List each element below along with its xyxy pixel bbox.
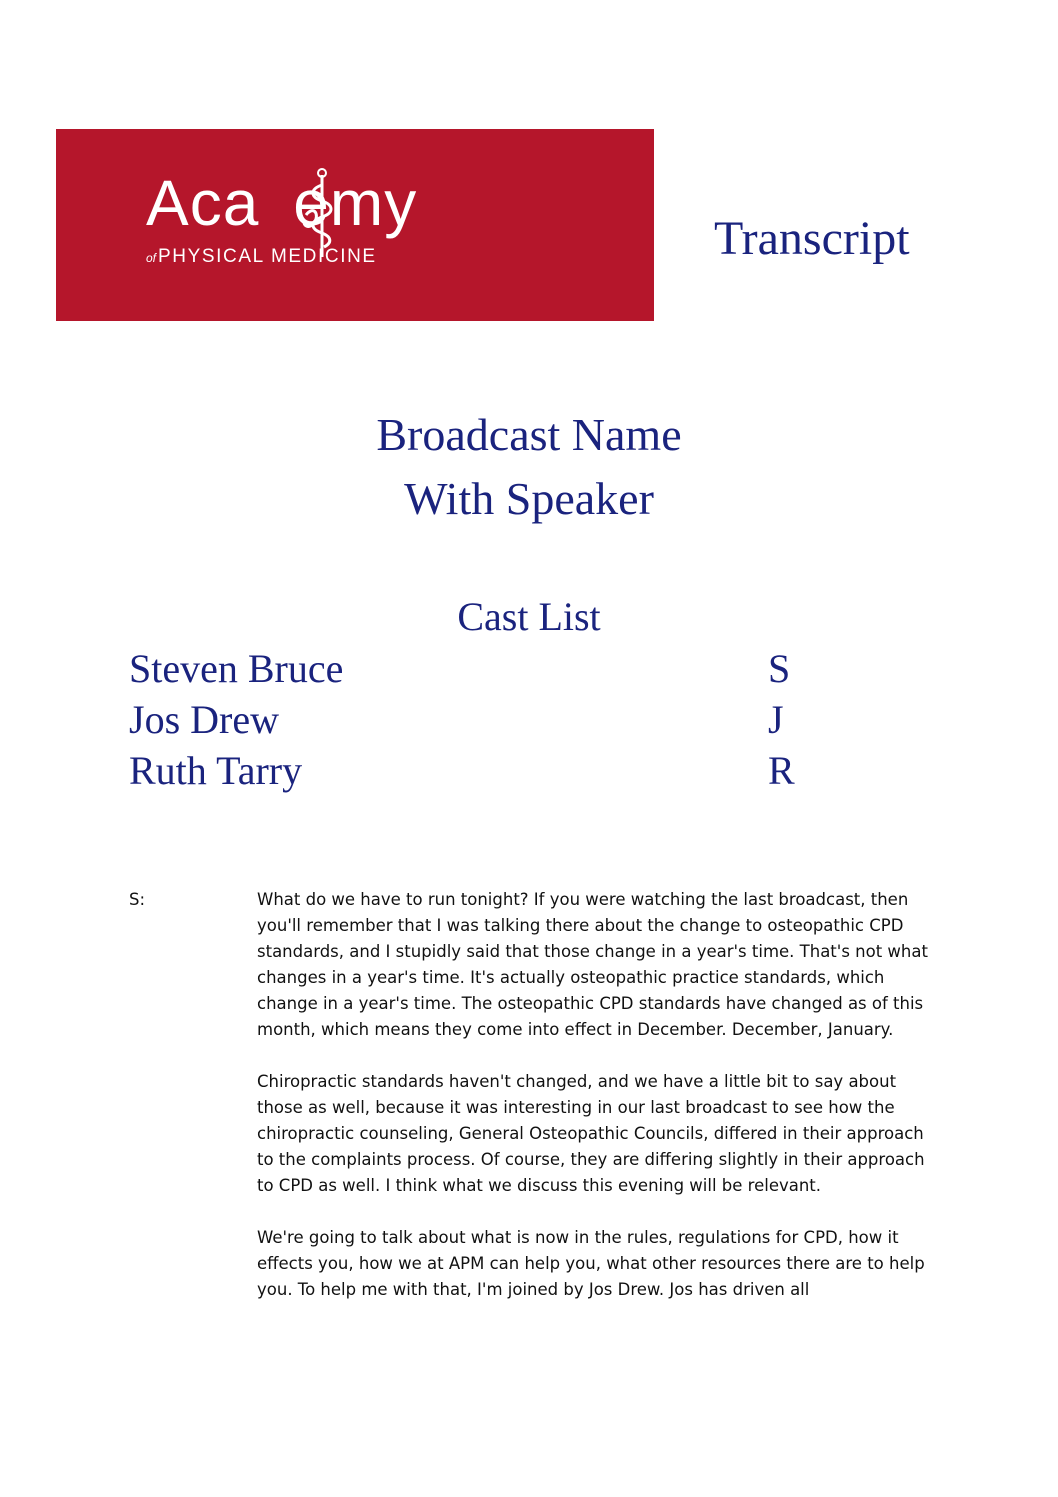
transcript-paragraphs [257, 887, 937, 1303]
transcript-paragraph: What do we have to run tonight? If you were watching the last broadcast, then you'll remember that I was talking there about the change to osteopathic CPD standards, and I stupidly said that those change in a year's time. That's not what changes in a year's time. It's actually osteopathic practice standards, which change in a year's time. The osteopathic CPD standards have changed as of this month, which means they come into effect in December. December, January. [257, 890, 928, 1039]
document-type-heading: Transcript [714, 212, 910, 265]
cast-member-code: J [768, 697, 784, 742]
cast-list-heading: Cast List [457, 594, 601, 639]
transcript-paragraph: Chiropractic standards haven't changed, and we have a little bit to say about those as well, because it was interesting in our last broadcast to see how the chiropractic counseling, General Osteopathic Councils, differed in their approach to the complaints process. Of course, they are differing slightly in their approach to CPD as well. I think what we discuss this evening will be relevant. [257, 1072, 925, 1195]
cast-member-code: R [768, 748, 795, 793]
cast-member-row [129, 697, 829, 744]
cast-member-name: Jos Drew [129, 697, 279, 742]
logo-subtitle: of PHYSICAL MEDICINE [146, 246, 377, 267]
cast-member-name: Ruth Tarry [129, 748, 303, 793]
logo [56, 129, 654, 321]
broadcast-title-line-2: With Speaker [404, 473, 654, 524]
cast-member-name: Steven Bruce [129, 646, 344, 691]
broadcast-title-line-1: Broadcast Name [376, 409, 682, 460]
transcript-paragraph: We're going to talk about what is now in the rules, regulations for CPD, how it effects you, how we at APM can help you, what other resources there are to help you. To help me with that, I'm joined by Jos Drew. Jos has driven all [257, 1228, 925, 1299]
transcript-body [129, 887, 949, 1329]
cast-member-row [129, 748, 829, 795]
cast-member-row [129, 646, 829, 693]
speaker-label: S: [129, 890, 146, 909]
logo-wordmark: Aca emy [146, 167, 418, 239]
cast-member-code: S [768, 646, 791, 691]
